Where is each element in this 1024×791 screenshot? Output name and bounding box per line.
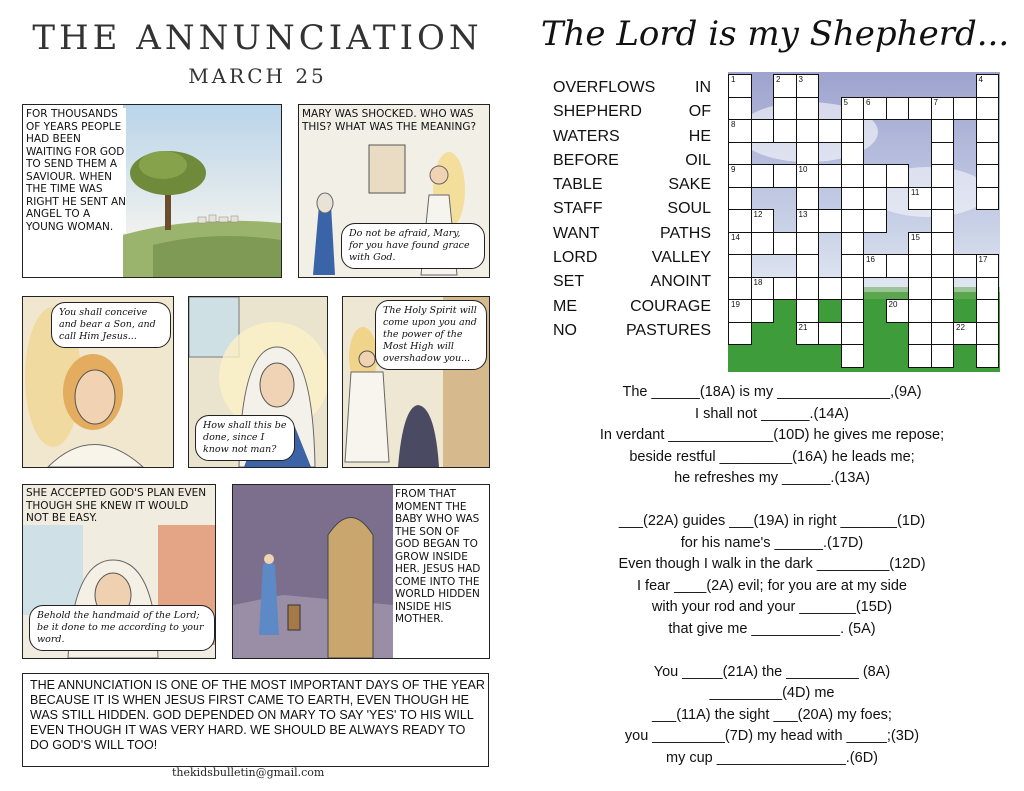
- clue-number: 9: [731, 165, 736, 174]
- crossword-cell[interactable]: [931, 142, 955, 166]
- crossword-cell[interactable]: [728, 322, 752, 346]
- angel-speech-bubble-3: The Holy Spirit will come upon you and the power of the Most High will overshadow you...: [375, 300, 487, 370]
- crossword-cell[interactable]: [796, 97, 820, 121]
- psalm-clues: [552, 382, 992, 769]
- comic-panel-4: [188, 296, 328, 468]
- word-bank-word: ANOINT: [650, 273, 711, 291]
- angel-speech-bubble: Do not be afraid, Mary, for you have found grace with God.: [341, 223, 485, 269]
- word-bank: [553, 76, 711, 343]
- clue-line: you _________(7D) my head with _____;(3D): [624, 728, 920, 744]
- crossword-cell[interactable]: [908, 97, 932, 121]
- crossword-cell[interactable]: [751, 119, 775, 143]
- crossword-cell[interactable]: [908, 299, 932, 323]
- clue-number: 13: [798, 210, 808, 219]
- clue-number: 10: [798, 165, 808, 174]
- crossword-cell[interactable]: [796, 187, 820, 211]
- clue-line: [552, 490, 992, 512]
- crossword-cell[interactable]: [886, 254, 910, 278]
- crossword-cell[interactable]: [796, 299, 820, 323]
- clue-number: 22: [956, 322, 965, 332]
- crossword-cell[interactable]: [818, 322, 842, 346]
- crossword-cell[interactable]: [908, 254, 932, 278]
- comic-panel-7: [232, 484, 490, 659]
- clue-number: 15: [911, 232, 920, 242]
- crossword-cell[interactable]: [751, 232, 775, 256]
- clue-number: 4: [978, 75, 983, 84]
- page-title: THE ANNUNCIATION: [32, 18, 483, 58]
- room-illustration: [233, 485, 393, 658]
- crossword-cell[interactable]: [773, 164, 797, 188]
- clue-line: beside restful _________(16A) he leads me;: [629, 448, 915, 465]
- crossword-cell[interactable]: [931, 344, 955, 368]
- crossword-cell[interactable]: [976, 322, 1000, 346]
- word-bank-word: SOUL: [667, 200, 711, 218]
- crossword-cell[interactable]: [886, 97, 910, 121]
- crossword-cell[interactable]: [863, 164, 887, 188]
- crossword-cell[interactable]: [841, 232, 865, 256]
- word-bank-word: PATHS: [660, 224, 711, 242]
- panel-2-caption: MARY WAS SHOCKED. WHO WAS THIS? WHAT WAS THE MEANING?: [302, 108, 477, 133]
- word-bank-word: OF: [688, 103, 711, 121]
- crossword-cell[interactable]: [976, 187, 1000, 211]
- crossword-cell[interactable]: [931, 119, 955, 143]
- crossword-cell[interactable]: [751, 164, 775, 188]
- clue-number: 19: [731, 300, 740, 309]
- crossword-cell[interactable]: [953, 254, 977, 278]
- clue-line: I fear ____(2A) evil; for you are at my side: [637, 577, 907, 594]
- word-bank-word: TABLE: [553, 176, 603, 194]
- crossword-cell[interactable]: [818, 164, 842, 188]
- clue-number: 16: [866, 255, 875, 264]
- crossword-cell[interactable]: [931, 232, 955, 256]
- clue-number: 8: [731, 120, 736, 129]
- word-bank-word: ME: [553, 297, 577, 315]
- word-bank-word: OIL: [685, 151, 711, 169]
- word-bank-word: VALLEY: [651, 249, 711, 267]
- clue-number: 5: [843, 97, 848, 107]
- comic-panel-3: [22, 296, 174, 468]
- panel-7-caption: FROM THAT MOMENT THE BABY WHO WAS THE SON OF GOD BEGAN TO GROW INSIDE HER. JESUS HAD COME INTO THE WORLD HIDDEN INSIDE HIS MOTHER.: [395, 488, 481, 625]
- word-bank-word: NO: [553, 321, 577, 339]
- comic-panel-2: [298, 104, 490, 278]
- psalm-title: The Lord is my Shepherd...: [540, 14, 1010, 54]
- crossword-cell[interactable]: [931, 277, 955, 301]
- crossword-cell[interactable]: [841, 164, 865, 188]
- mary-speech-bubble-2: Behold the handmaid of the Lord; be it done to me according to your word.: [29, 605, 215, 651]
- crossword-cell[interactable]: [976, 164, 1000, 188]
- word-bank-row: [553, 76, 711, 100]
- word-bank-word: BEFORE: [553, 151, 619, 169]
- crossword-grid: [728, 72, 1000, 372]
- clue-line: with your rod and your _______(15D): [651, 599, 893, 615]
- clue-line: for his name's ______.(17D): [680, 534, 864, 551]
- word-bank-row: [553, 222, 711, 246]
- word-bank-row: [553, 149, 711, 173]
- crossword-cell[interactable]: [931, 187, 955, 211]
- clue-line: In verdant _____________(10D) he gives me repose;: [599, 427, 945, 443]
- word-bank-word: IN: [695, 79, 711, 96]
- word-bank-row: [553, 100, 711, 124]
- crossword-cell[interactable]: [841, 344, 865, 368]
- crossword-cell[interactable]: [796, 254, 820, 278]
- clue-number: 1: [731, 75, 736, 84]
- clue-number: 6: [866, 97, 871, 107]
- crossword-cell[interactable]: [773, 97, 797, 121]
- clue-line: Even though I walk in the dark _________(12D): [618, 556, 926, 572]
- word-bank-row: [553, 295, 711, 319]
- clue-line: that give me ___________. (5A): [668, 620, 876, 637]
- word-bank-row: [553, 319, 711, 343]
- crossword-cell[interactable]: [728, 209, 752, 233]
- word-bank-word: COURAGE: [630, 297, 711, 315]
- crossword-cell[interactable]: [841, 142, 865, 166]
- word-bank-word: HE: [688, 127, 711, 145]
- crossword-cell[interactable]: [751, 299, 775, 323]
- clue-line: [552, 640, 992, 662]
- crossword-cell[interactable]: [976, 299, 1000, 323]
- crossword-cell[interactable]: [976, 277, 1000, 301]
- feast-date: MARCH 25: [188, 64, 327, 88]
- clue-number: 21: [798, 322, 808, 332]
- clue-line: I shall not ______.(14A): [695, 405, 849, 422]
- comic-panel-5: [342, 296, 490, 468]
- clue-line: ___(11A) the sight ___(20A) my foes;: [652, 706, 892, 723]
- clue-number: 12: [753, 210, 763, 219]
- word-bank-row: [553, 197, 711, 221]
- summary-text: THE ANNUNCIATION IS ONE OF THE MOST IMPORTANT DAYS OF THE YEAR BECAUSE IT IS WHEN JESUS FIRST CAME TO EARTH, EVEN THOUGH HE WAS STILL HIDDEN. GOD DEPENDED ON MARY TO SAY 'YES' TO HIS WILL EVEN THOUGH IT WAS VERY HARD. WE SHOULD BE ALWAYS READY TO DO GOD'S WILL TOO!: [30, 678, 485, 752]
- crossword-cell[interactable]: [931, 164, 955, 188]
- word-bank-row: [553, 125, 711, 149]
- crossword-cell[interactable]: [841, 119, 865, 143]
- word-bank-row: [553, 246, 711, 270]
- crossword-cell[interactable]: [773, 119, 797, 143]
- panel-6-caption: SHE ACCEPTED GOD'S PLAN EVEN THOUGH SHE KNEW IT WOULD NOT BE EASY.: [26, 487, 207, 524]
- panel-1-caption: FOR THOUSANDS OF YEARS PEOPLE HAD BEEN WAITING FOR GOD TO SEND THEM A SAVIOUR. WHEN THE TIME WAS RIGHT HE SENT AN ANGEL TO A YOUNG WOMAN.: [26, 108, 126, 233]
- word-bank-word: WANT: [553, 224, 600, 242]
- clue-number: 2: [776, 75, 781, 84]
- crossword-cell[interactable]: [796, 119, 820, 143]
- clue-line: The ______(18A) is my ______________,(9A): [622, 384, 922, 400]
- clue-line: You _____(21A) the _________ (8A): [653, 663, 891, 680]
- word-bank-word: LORD: [553, 249, 598, 267]
- contact-email: thekidsbulletin@gmail.com: [172, 766, 325, 779]
- crossword-cell[interactable]: [728, 142, 752, 166]
- crossword-cell[interactable]: [976, 344, 1000, 368]
- mary-speech-bubble: How shall this be done, since I know not man?: [195, 415, 295, 461]
- word-bank-word: SET: [553, 273, 585, 291]
- crossword-cell[interactable]: [773, 277, 797, 301]
- crossword-cell[interactable]: [773, 232, 797, 256]
- crossword-cell[interactable]: [976, 97, 1000, 121]
- crossword-cell[interactable]: [841, 277, 865, 301]
- word-bank-word: SHEPHERD: [553, 103, 642, 121]
- crossword-cell[interactable]: [796, 277, 820, 301]
- clue-number: 7: [933, 97, 938, 107]
- crossword-cell[interactable]: [818, 119, 842, 143]
- clue-line: my cup ________________.(6D): [665, 749, 878, 766]
- word-bank-row: [553, 173, 711, 197]
- angel-speech-bubble-2: You shall conceive and bear a Son, and call Him Jesus...: [51, 302, 171, 348]
- crossword-cell[interactable]: [931, 254, 955, 278]
- word-bank-word: STAFF: [553, 200, 603, 218]
- crossword-cell[interactable]: [931, 322, 955, 346]
- crossword-cell[interactable]: [841, 299, 865, 323]
- crossword-cell[interactable]: [841, 322, 865, 346]
- crossword-cell[interactable]: [931, 299, 955, 323]
- crossword-cell[interactable]: [931, 209, 955, 233]
- crossword-cell[interactable]: [728, 254, 752, 278]
- crossword-cell[interactable]: [841, 254, 865, 278]
- crossword-cell[interactable]: [908, 322, 932, 346]
- crossword-cell[interactable]: [818, 209, 842, 233]
- crossword-cell[interactable]: [908, 344, 932, 368]
- clue-number: 18: [753, 277, 763, 287]
- comic-panel-1: [22, 104, 282, 278]
- clue-line: ___(22A) guides ___(19A) in right _______(1D): [618, 513, 926, 529]
- crossword-cell[interactable]: [863, 187, 887, 211]
- crossword-cell[interactable]: [953, 97, 977, 121]
- clue-number: 3: [798, 75, 803, 84]
- word-bank-word: SAKE: [668, 176, 711, 194]
- clue-number: 14: [731, 232, 740, 242]
- clue-number: 11: [911, 187, 920, 197]
- crossword-cell[interactable]: [908, 277, 932, 301]
- crossword-cell[interactable]: [841, 209, 865, 233]
- word-bank-word: WATERS: [553, 127, 620, 145]
- crossword-cell[interactable]: [976, 142, 1000, 166]
- crossword-cell[interactable]: [863, 209, 887, 233]
- clue-line: _________(4D) me: [709, 685, 835, 701]
- clue-number: 17: [978, 255, 988, 264]
- word-bank-word: OVERFLOWS: [553, 79, 656, 96]
- crossword-cell[interactable]: [728, 187, 752, 211]
- clue-line: he refreshes my ______.(13A): [674, 470, 870, 486]
- crossword-cell[interactable]: [976, 119, 1000, 143]
- crossword-cell[interactable]: [728, 277, 752, 301]
- word-bank-word: PASTURES: [625, 321, 711, 339]
- crossword-cell[interactable]: [796, 232, 820, 256]
- crossword-cell[interactable]: [841, 187, 865, 211]
- word-bank-row: [553, 270, 711, 294]
- crossword-cell[interactable]: [886, 164, 910, 188]
- crossword-cell[interactable]: [796, 142, 820, 166]
- crossword-cell[interactable]: [728, 97, 752, 121]
- comic-panel-6: [22, 484, 216, 659]
- crossword-cell[interactable]: [818, 277, 842, 301]
- clue-number: 20: [888, 300, 898, 309]
